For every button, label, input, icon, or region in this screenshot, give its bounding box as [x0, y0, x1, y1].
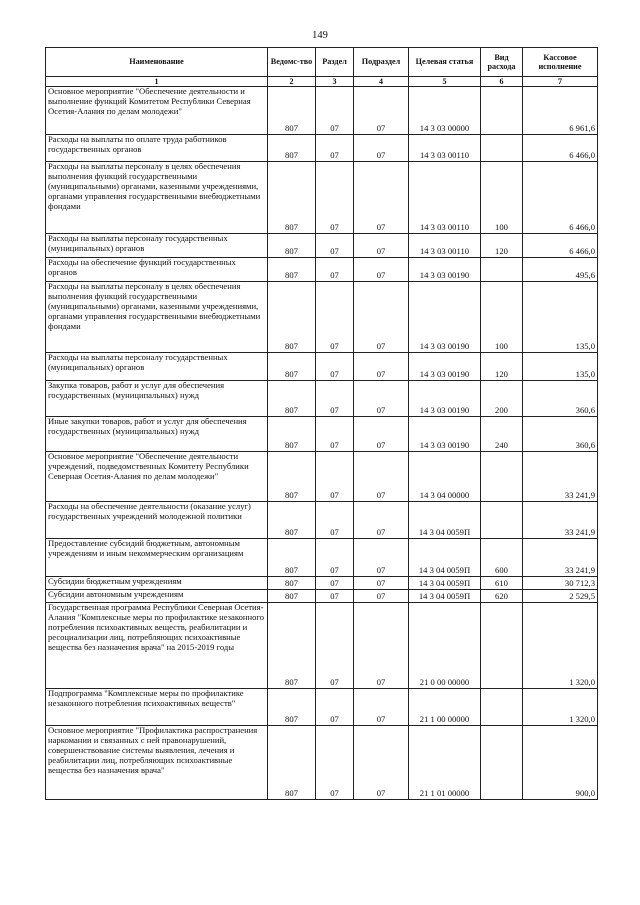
table-row — [46, 603, 598, 689]
row-name: Предоставление субсидий бюджетным, автономным учреждениям и иным некоммерческим организациям — [46, 539, 268, 577]
row-amount: 6 466,0 — [523, 234, 598, 258]
column-number: 3 — [316, 77, 354, 87]
row-name: Расходы на выплаты по оплате труда работников государственных органов — [46, 135, 268, 162]
row-name: Расходы на выплаты персоналу в целях обеспечения выполнения функций государственными (муниципальными) органами, казенными учреждениями, органами управления государственными внебюджетными фондами — [46, 162, 268, 234]
row-expense-type — [481, 87, 523, 135]
row-expense-type: 610 — [481, 577, 523, 590]
row-subsection: 07 — [354, 353, 409, 381]
row-amount: 6 466,0 — [523, 135, 598, 162]
row-target: 14 3 04 0059П — [409, 577, 481, 590]
row-expense-type — [481, 452, 523, 502]
row-dept: 807 — [268, 689, 316, 726]
header-target: Целевая статья — [409, 48, 481, 77]
row-section: 07 — [316, 162, 354, 234]
column-number: 5 — [409, 77, 481, 87]
row-amount: 2 529,5 — [523, 590, 598, 603]
row-dept: 807 — [268, 452, 316, 502]
row-section: 07 — [316, 282, 354, 353]
row-subsection: 07 — [354, 87, 409, 135]
row-expense-type: 200 — [481, 381, 523, 417]
row-dept: 807 — [268, 234, 316, 258]
row-dept: 807 — [268, 162, 316, 234]
row-expense-type — [481, 726, 523, 800]
header-name: Наименование — [46, 48, 268, 77]
row-amount: 135,0 — [523, 353, 598, 381]
row-target: 14 3 03 00110 — [409, 135, 481, 162]
column-number: 4 — [354, 77, 409, 87]
row-target: 14 3 03 00190 — [409, 381, 481, 417]
row-expense-type: 100 — [481, 162, 523, 234]
row-name: Основное мероприятие "Профилактика распространения наркомании и связанных с ней правонарушений, совершенствование системы выявления, лечения и реабилитации лиц, потребляющих психоактивные вещества без назначения врача" — [46, 726, 268, 800]
table-row — [46, 417, 598, 452]
row-section: 07 — [316, 603, 354, 689]
row-amount: 1 320,0 — [523, 603, 598, 689]
row-subsection: 07 — [354, 452, 409, 502]
row-expense-type: 120 — [481, 353, 523, 381]
row-amount: 30 712,3 — [523, 577, 598, 590]
table-row — [46, 381, 598, 417]
row-target: 21 1 01 00000 — [409, 726, 481, 800]
row-dept: 807 — [268, 590, 316, 603]
row-target: 14 3 03 00110 — [409, 162, 481, 234]
row-subsection: 07 — [354, 381, 409, 417]
table-row — [46, 577, 598, 590]
row-subsection: 07 — [354, 282, 409, 353]
table-row — [46, 258, 598, 282]
table-row — [46, 689, 598, 726]
row-subsection: 07 — [354, 162, 409, 234]
row-dept: 807 — [268, 135, 316, 162]
row-name: Расходы на обеспечение деятельности (оказание услуг) государственных учреждений молодежной политики — [46, 502, 268, 539]
row-name: Расходы на выплаты персоналу государственных (муниципальных) органов — [46, 234, 268, 258]
row-section: 07 — [316, 353, 354, 381]
row-subsection: 07 — [354, 417, 409, 452]
row-name: Расходы на обеспечение функций государственных органов — [46, 258, 268, 282]
header-amount: Кассовое исполнение — [523, 48, 598, 77]
row-target: 14 3 04 0059П — [409, 539, 481, 577]
table-row — [46, 539, 598, 577]
row-name: Основное мероприятие "Обеспечение деятельности учреждений, подведомственных Комитету Республики Северная Осетия-Алания по делам молодежи" — [46, 452, 268, 502]
row-target: 21 1 00 00000 — [409, 689, 481, 726]
row-amount: 33 241,9 — [523, 539, 598, 577]
row-name: Основное мероприятие "Обеспечение деятельности и выполнение функций Комитетом Республики Северная Осетия-Алания по делам молодежи" — [46, 87, 268, 135]
row-dept: 807 — [268, 603, 316, 689]
row-dept: 807 — [268, 577, 316, 590]
row-target: 14 3 04 00000 — [409, 452, 481, 502]
table-row — [46, 590, 598, 603]
row-expense-type: 620 — [481, 590, 523, 603]
page-number: 149 — [312, 30, 328, 41]
row-subsection: 07 — [354, 590, 409, 603]
row-section: 07 — [316, 590, 354, 603]
budget-table — [45, 47, 598, 800]
row-subsection: 07 — [354, 577, 409, 590]
table-row — [46, 135, 598, 162]
row-amount: 360,6 — [523, 417, 598, 452]
row-section: 07 — [316, 577, 354, 590]
row-subsection: 07 — [354, 502, 409, 539]
row-amount: 1 320,0 — [523, 689, 598, 726]
row-section: 07 — [316, 258, 354, 282]
table-row — [46, 502, 598, 539]
table-row — [46, 234, 598, 258]
row-target: 14 3 03 00190 — [409, 282, 481, 353]
row-dept: 807 — [268, 417, 316, 452]
row-dept: 807 — [268, 258, 316, 282]
table-row — [46, 162, 598, 234]
row-subsection: 07 — [354, 135, 409, 162]
header-subsection: Подраздел — [354, 48, 409, 77]
row-amount: 33 241,9 — [523, 452, 598, 502]
row-amount: 135,0 — [523, 282, 598, 353]
table-row — [46, 353, 598, 381]
row-target: 14 3 03 00000 — [409, 87, 481, 135]
row-name: Государственная программа Республики Северная Осетия-Алания "Комплексные меры по профилактике незаконного потребления психоактивных веществ, реабилитации и ресоциализации лиц, потребляющих психоактивные вещества без назначения врача" на 2015-2019 годы — [46, 603, 268, 689]
row-target: 14 3 03 00110 — [409, 234, 481, 258]
row-section: 07 — [316, 234, 354, 258]
row-dept: 807 — [268, 87, 316, 135]
row-amount: 6 466,0 — [523, 162, 598, 234]
row-expense-type — [481, 502, 523, 539]
row-subsection: 07 — [354, 258, 409, 282]
header-dept: Ведомс-тво — [268, 48, 316, 77]
row-amount: 6 961,6 — [523, 87, 598, 135]
row-dept: 807 — [268, 726, 316, 800]
column-number: 7 — [523, 77, 598, 87]
row-section: 07 — [316, 502, 354, 539]
row-section: 07 — [316, 381, 354, 417]
row-name: Субсидии автономным учреждениям — [46, 590, 268, 603]
row-subsection: 07 — [354, 539, 409, 577]
row-name: Закупка товаров, работ и услуг для обеспечения государственных (муниципальных) нужд — [46, 381, 268, 417]
row-expense-type — [481, 258, 523, 282]
row-subsection: 07 — [354, 726, 409, 800]
row-section: 07 — [316, 87, 354, 135]
row-target: 14 3 04 0059П — [409, 502, 481, 539]
row-name: Расходы на выплаты персоналу в целях обеспечения выполнения функций государственными (муниципальными) органами, казенными учреждениями, органами управления государственными внебюджетными фондами — [46, 282, 268, 353]
row-section: 07 — [316, 539, 354, 577]
row-section: 07 — [316, 452, 354, 502]
row-dept: 807 — [268, 539, 316, 577]
row-expense-type — [481, 689, 523, 726]
row-section: 07 — [316, 726, 354, 800]
row-subsection: 07 — [354, 234, 409, 258]
row-section: 07 — [316, 135, 354, 162]
header-row — [46, 48, 598, 77]
row-expense-type — [481, 135, 523, 162]
table-row — [46, 452, 598, 502]
table-row — [46, 87, 598, 135]
row-amount: 900,0 — [523, 726, 598, 800]
column-number: 2 — [268, 77, 316, 87]
row-amount: 33 241,9 — [523, 502, 598, 539]
row-target: 14 3 03 00190 — [409, 417, 481, 452]
row-name: Иные закупки товаров, работ и услуг для обеспечения государственных (муниципальных) нужд — [46, 417, 268, 452]
row-expense-type: 600 — [481, 539, 523, 577]
column-number: 6 — [481, 77, 523, 87]
row-expense-type: 240 — [481, 417, 523, 452]
row-subsection: 07 — [354, 689, 409, 726]
row-dept: 807 — [268, 282, 316, 353]
row-name: Подпрограмма "Комплексные меры по профилактике незаконного потребления психоактивных веществ" — [46, 689, 268, 726]
header-expense-type: Вид расхода — [481, 48, 523, 77]
row-expense-type — [481, 603, 523, 689]
table-row — [46, 726, 598, 800]
row-target: 14 3 04 0059П — [409, 590, 481, 603]
column-number: 1 — [46, 77, 268, 87]
row-dept: 807 — [268, 381, 316, 417]
row-target: 21 0 00 00000 — [409, 603, 481, 689]
row-target: 14 3 03 00190 — [409, 258, 481, 282]
table-row — [46, 282, 598, 353]
header-section: Раздел — [316, 48, 354, 77]
row-section: 07 — [316, 417, 354, 452]
row-name: Расходы на выплаты персоналу государственных (муниципальных) органов — [46, 353, 268, 381]
row-dept: 807 — [268, 502, 316, 539]
row-expense-type: 100 — [481, 282, 523, 353]
column-number-row — [46, 77, 598, 87]
row-section: 07 — [316, 689, 354, 726]
row-dept: 807 — [268, 353, 316, 381]
row-subsection: 07 — [354, 603, 409, 689]
row-expense-type: 120 — [481, 234, 523, 258]
row-target: 14 3 03 00190 — [409, 353, 481, 381]
row-amount: 495,6 — [523, 258, 598, 282]
row-name: Субсидии бюджетным учреждениям — [46, 577, 268, 590]
row-amount: 360,6 — [523, 381, 598, 417]
